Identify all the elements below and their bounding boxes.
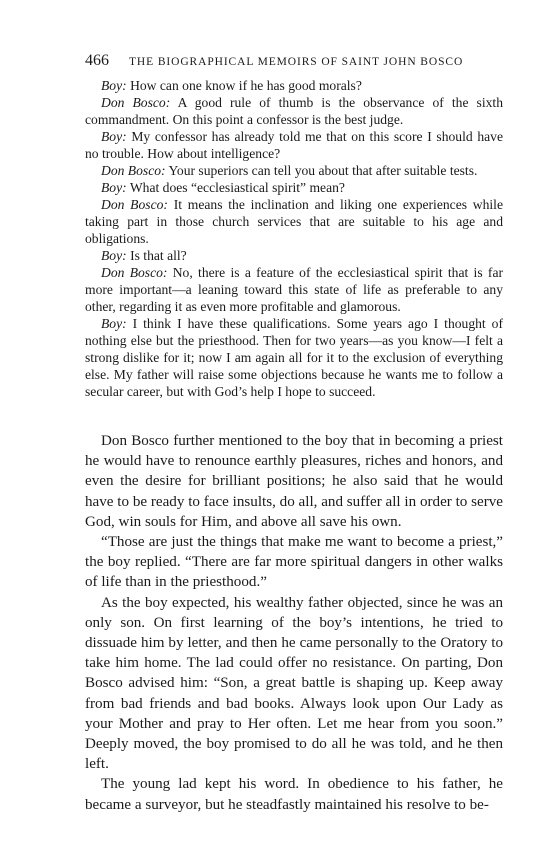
dialogue-line [85, 179, 503, 196]
narrative-section [85, 431, 503, 815]
dialogue-line [85, 94, 503, 128]
speaker-label: Don Bosco: [101, 95, 171, 110]
book-page [85, 52, 503, 815]
speaker-label: Boy: [101, 180, 127, 195]
dialogue-text: It means the inclination and liking one experiences while taking part in those church services that are suitable to his age and obligations. [85, 197, 503, 246]
dialogue-text: How can one know if he has good morals? [126, 78, 362, 93]
dialogue-text: What does “ecclesiastical spirit” mean? [126, 180, 345, 195]
dialogue-line [85, 264, 503, 315]
running-title: THE BIOGRAPHICAL MEMOIRS OF SAINT JOHN BOSCO [129, 56, 464, 68]
dialogue-text: No, there is a feature of the ecclesiastical spirit that is far more important—a leaning toward this state of life as preferable to any other, regarding it as even more profitable and glamorous. [85, 265, 503, 314]
dialogue-line [85, 77, 503, 94]
dialogue-line [85, 162, 503, 179]
dialogue-text: Your superiors can tell you about that after suitable tests. [165, 163, 478, 178]
page-header [85, 52, 503, 70]
dialogue-text: I think I have these qualifications. Some years ago I thought of nothing else but the priesthood. Then for two years—as you know—I felt a strong dislike for it; now I am again all for it to the exclusion of everything else. My father will raise some objections because he wants me to follow a secular career, but with God’s help I hope to succeed. [85, 316, 503, 399]
speaker-label: Boy: [101, 78, 127, 93]
dialogue-text: My confessor has already told me that on this score I should have no trouble. How about intelligence? [85, 129, 503, 161]
dialogue-line [85, 196, 503, 247]
speaker-label: Don Bosco: [101, 265, 168, 280]
narrative-paragraph: The young lad kept his word. In obedience to his father, he became a surveyor, but he steadfastly maintained his resolve to be- [85, 776, 503, 813]
dialogue-section [85, 77, 503, 400]
dialogue-line [85, 128, 503, 162]
narrative-paragraph: As the boy expected, his wealthy father objected, since he was an only son. On first learning of the boy’s intentions, he tried to dissuade him by letter, and then he came personally to the Oratory to take him home. The lad could offer no resistance. On parting, Don Bosco advised him: “Son, a great battle is shaping up. Keep away from bad friends and bad books. Always look upon Our Lady as your Mother and pray to Her often. Let me hear from you soon.” Deeply moved, the boy promised to do all he was told, and he then left. [85, 594, 503, 773]
narrative-paragraph: Don Bosco further mentioned to the boy that in becoming a priest he would have to renounce earthly pleasures, riches and honors, and even the desire for brilliant positions; he also said that he would have to be ready to face insults, do all, and suffer all in order to serve God, win souls for Him, and above all save his own. [85, 433, 503, 530]
dialogue-line [85, 247, 503, 264]
speaker-label: Boy: [101, 248, 127, 263]
speaker-label: Boy: [101, 129, 127, 144]
speaker-label: Don Bosco: [101, 163, 166, 178]
dialogue-text: A good rule of thumb is the observance of the sixth commandment. On this point a confessor is the best judge. [85, 95, 503, 127]
dialogue-text: Is that all? [126, 248, 187, 263]
dialogue-line [85, 315, 503, 400]
speaker-label: Don Bosco: [101, 197, 168, 212]
page-number: 466 [85, 52, 109, 69]
section-gap [85, 400, 503, 431]
narrative-paragraph: “Those are just the things that make me want to become a priest,” the boy replied. “There are far more spiritual dangers in other walks of life than in the priesthood.” [85, 534, 503, 591]
speaker-label: Boy: [101, 316, 127, 331]
